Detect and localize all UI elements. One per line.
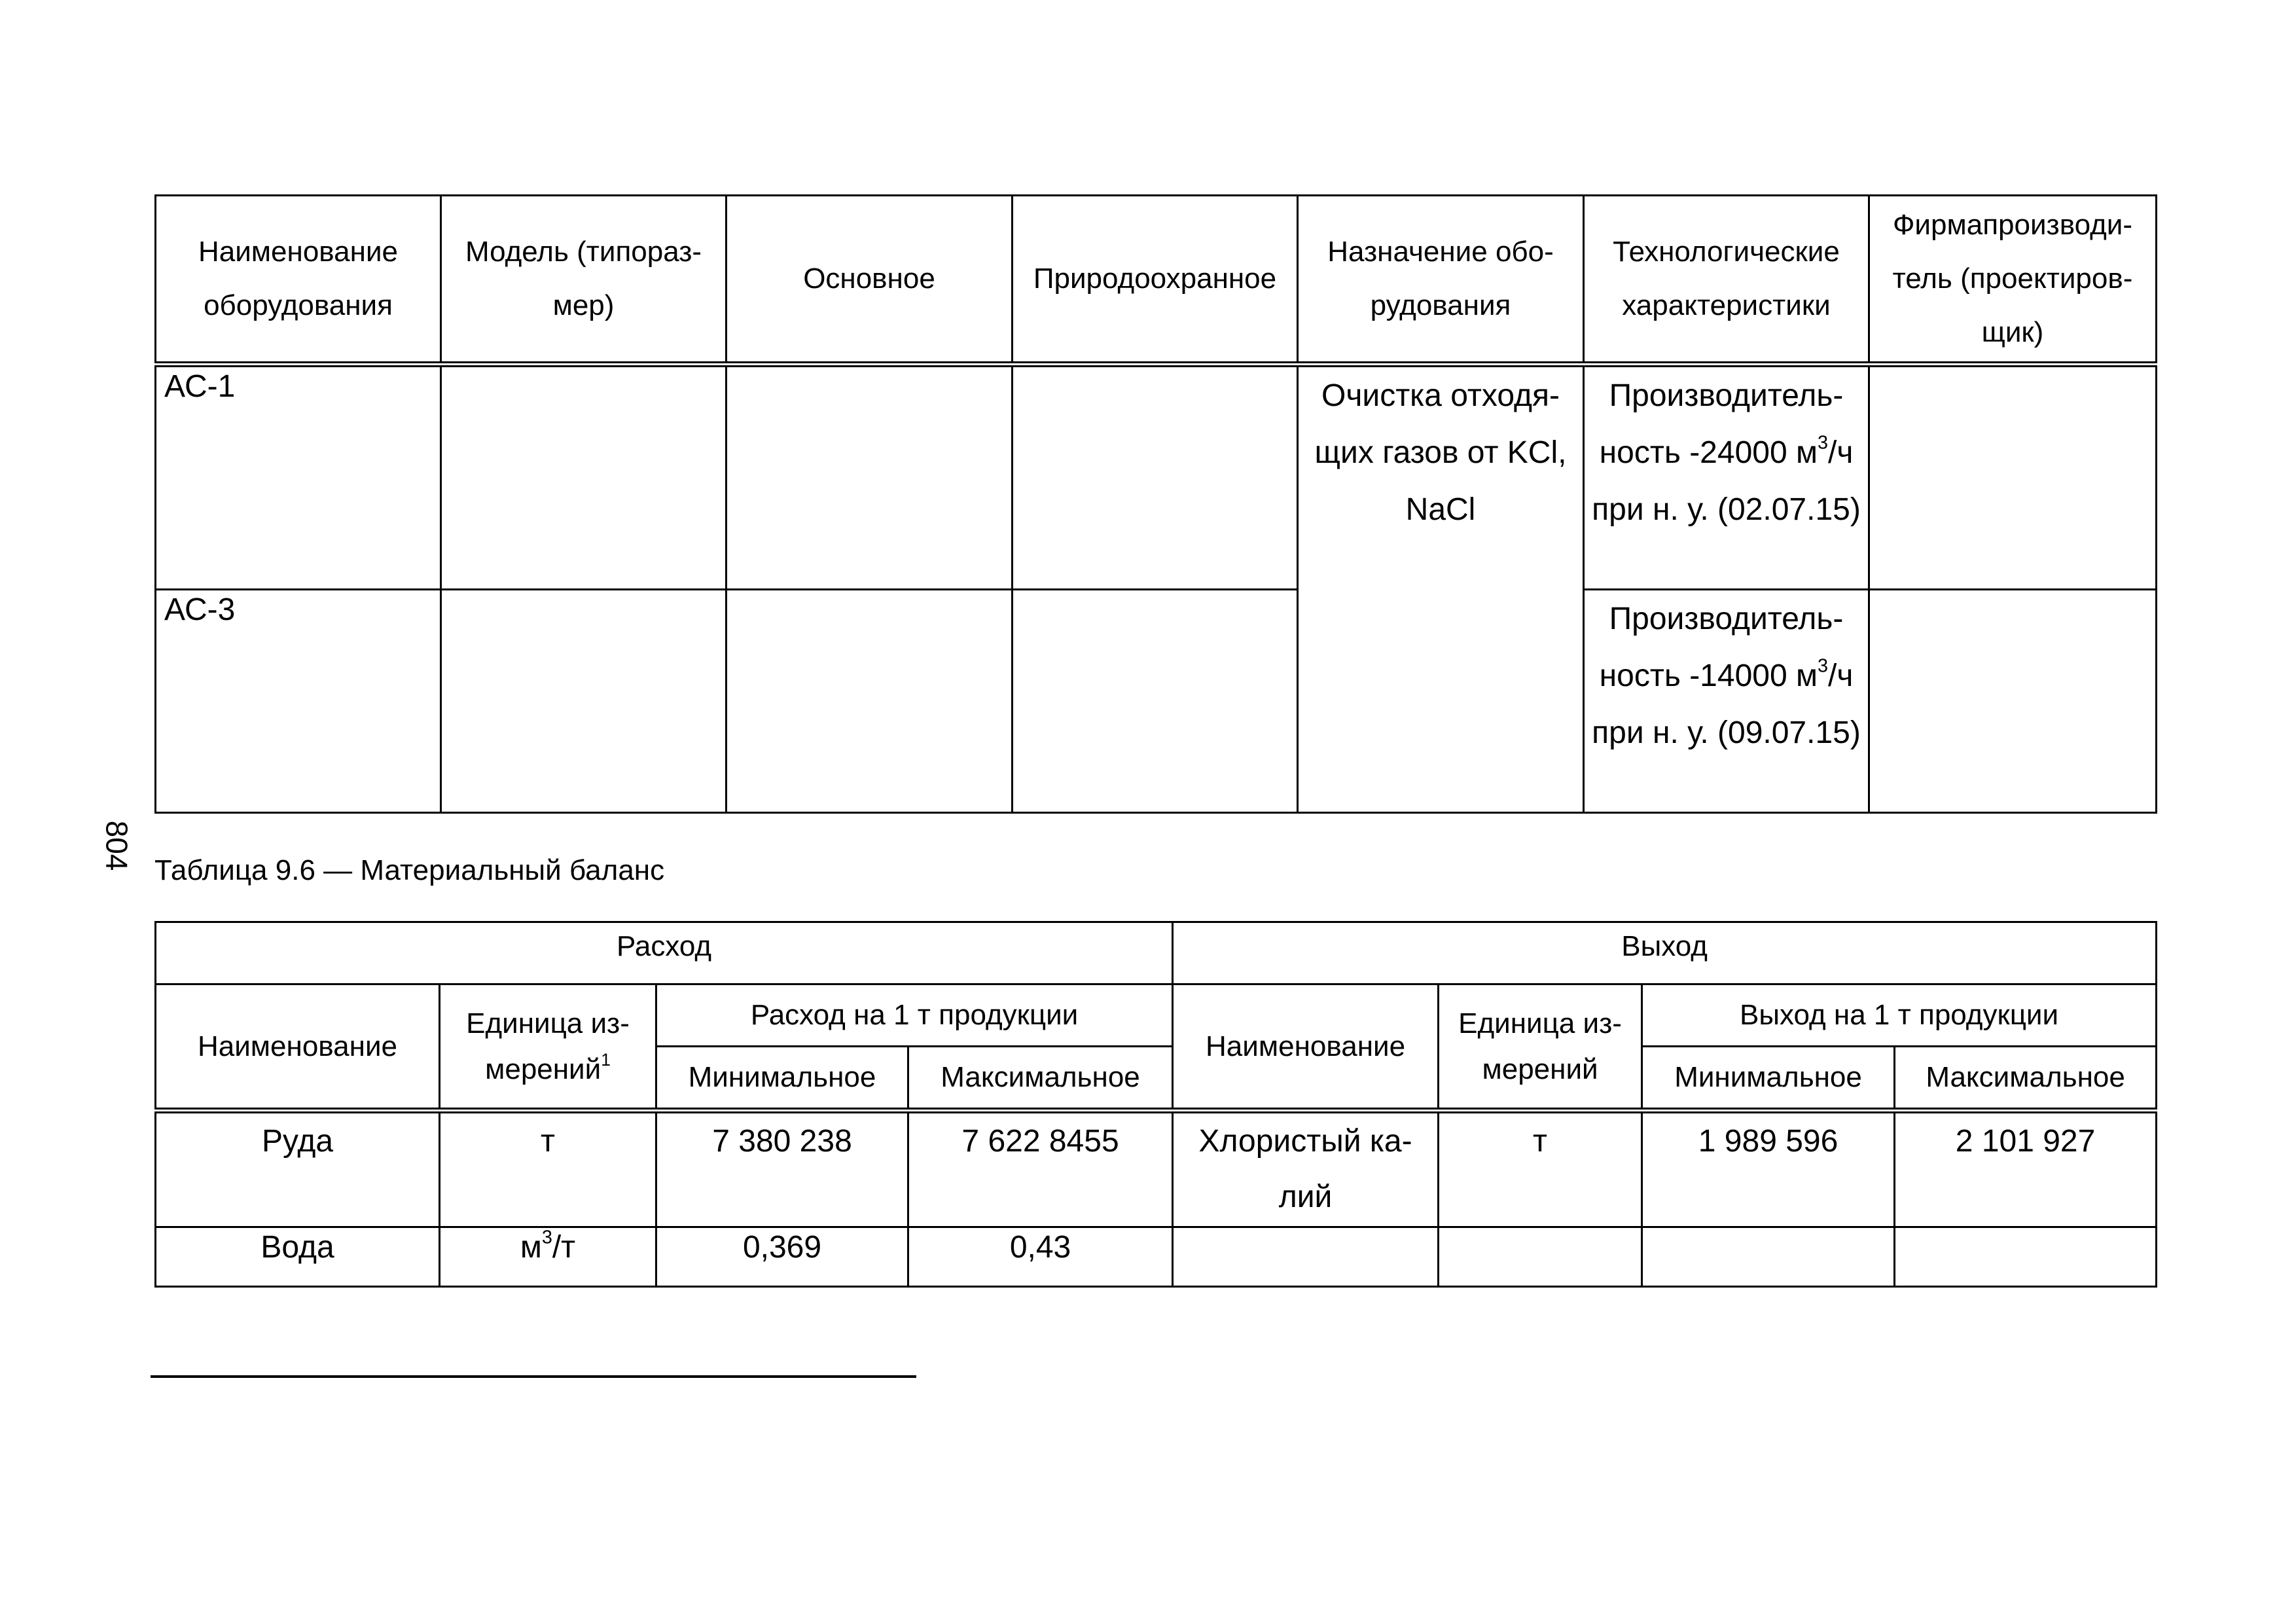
header-in-unit [440, 984, 656, 1111]
in-unit-cell [440, 1227, 656, 1287]
header-environmental: Природоохранное [1013, 196, 1298, 365]
header-per-ton-in: Расход на 1 т продукции [656, 984, 1173, 1047]
out-unit-cell [1439, 1227, 1642, 1287]
header-consumption: Расход [156, 922, 1173, 984]
header-out-name: Наименование [1173, 984, 1439, 1111]
model-cell [441, 590, 726, 813]
environmental-cell [1013, 590, 1298, 813]
equipment-name-cell: АС-3 [156, 590, 441, 813]
model-cell [441, 365, 726, 590]
header-out-min: Минимальное [1642, 1047, 1895, 1111]
unit-header-text: Единица из- мерений [466, 1007, 630, 1085]
header-in-name: Наименование [156, 984, 440, 1111]
header-purpose: Назначение обо- рудования [1298, 196, 1584, 365]
header-main: Основное [726, 196, 1013, 365]
main-cell [726, 590, 1013, 813]
table-row [156, 365, 2157, 590]
page-number: 804 [99, 820, 134, 871]
header-tech-characteristics: Технологические характеристики [1584, 196, 1869, 365]
out-name-cell: Хлористый ка- лий [1173, 1111, 1439, 1227]
table-row [156, 590, 2157, 813]
tech-cell [1584, 365, 1869, 590]
in-max-cell: 7 622 8455 [908, 1111, 1173, 1227]
unit-tail: /т [552, 1230, 576, 1265]
header-model: Модель (типораз- мер) [441, 196, 726, 365]
out-max-cell: 2 101 927 [1895, 1111, 2157, 1227]
tech-text-tail: /ч при н. у. (09.07.15) [1592, 659, 1861, 750]
footnote-marker: 1 [601, 1049, 611, 1070]
purpose-cell: Очистка отходя- щих газов от KCl, NaCl [1298, 365, 1584, 813]
manufacturer-cell [1869, 365, 2157, 590]
tech-text-tail: /ч при н. у. (02.07.15) [1592, 435, 1861, 527]
in-min-cell: 0,369 [656, 1227, 908, 1287]
footnote-separator [151, 1375, 916, 1378]
manufacturer-cell [1869, 590, 2157, 813]
out-min-cell [1642, 1227, 1895, 1287]
header-out-unit: Единица из- мерений [1439, 984, 1642, 1111]
tech-superscript: 3 [1817, 432, 1828, 454]
balance-subheader-row [156, 984, 2157, 1047]
in-min-cell: 7 380 238 [656, 1111, 908, 1227]
header-out-max: Максимальное [1895, 1047, 2157, 1111]
equipment-name-cell: АС-1 [156, 365, 441, 590]
table-caption: Таблица 9.6 — Материальный баланс [154, 854, 665, 886]
unit-superscript: 3 [541, 1227, 552, 1248]
main-cell [726, 365, 1013, 590]
out-min-cell: 1 989 596 [1642, 1111, 1895, 1227]
tech-superscript: 3 [1817, 655, 1828, 677]
table-row [156, 1111, 2157, 1227]
out-unit-cell: т [1439, 1111, 1642, 1227]
header-equipment-name: Наименование оборудования [156, 196, 441, 365]
header-in-max: Максимальное [908, 1047, 1173, 1111]
table-row [156, 1227, 2157, 1287]
in-max-cell: 0,43 [908, 1227, 1173, 1287]
out-name-cell [1173, 1227, 1439, 1287]
header-manufacturer: Фирмапроизводи- тель (проектиров- щик) [1869, 196, 2157, 365]
tech-text: Производитель- ность -24000 м [1599, 378, 1844, 470]
in-name-cell: Руда [156, 1111, 440, 1227]
header-output: Выход [1173, 922, 2157, 984]
out-max-cell [1895, 1227, 2157, 1287]
tech-cell [1584, 590, 1869, 813]
balance-group-header-row [156, 922, 2157, 984]
header-in-min: Минимальное [656, 1047, 908, 1111]
in-unit-cell: т [440, 1111, 656, 1227]
header-per-ton-out: Выход на 1 т продукции [1642, 984, 2157, 1047]
material-balance-table [154, 921, 2157, 1288]
tech-text: Производитель- ность -14000 м [1599, 602, 1844, 693]
in-name-cell: Вода [156, 1227, 440, 1287]
equipment-table [154, 194, 2157, 814]
environmental-cell [1013, 365, 1298, 590]
unit-base: м [520, 1230, 542, 1265]
equipment-header-row [156, 196, 2157, 365]
